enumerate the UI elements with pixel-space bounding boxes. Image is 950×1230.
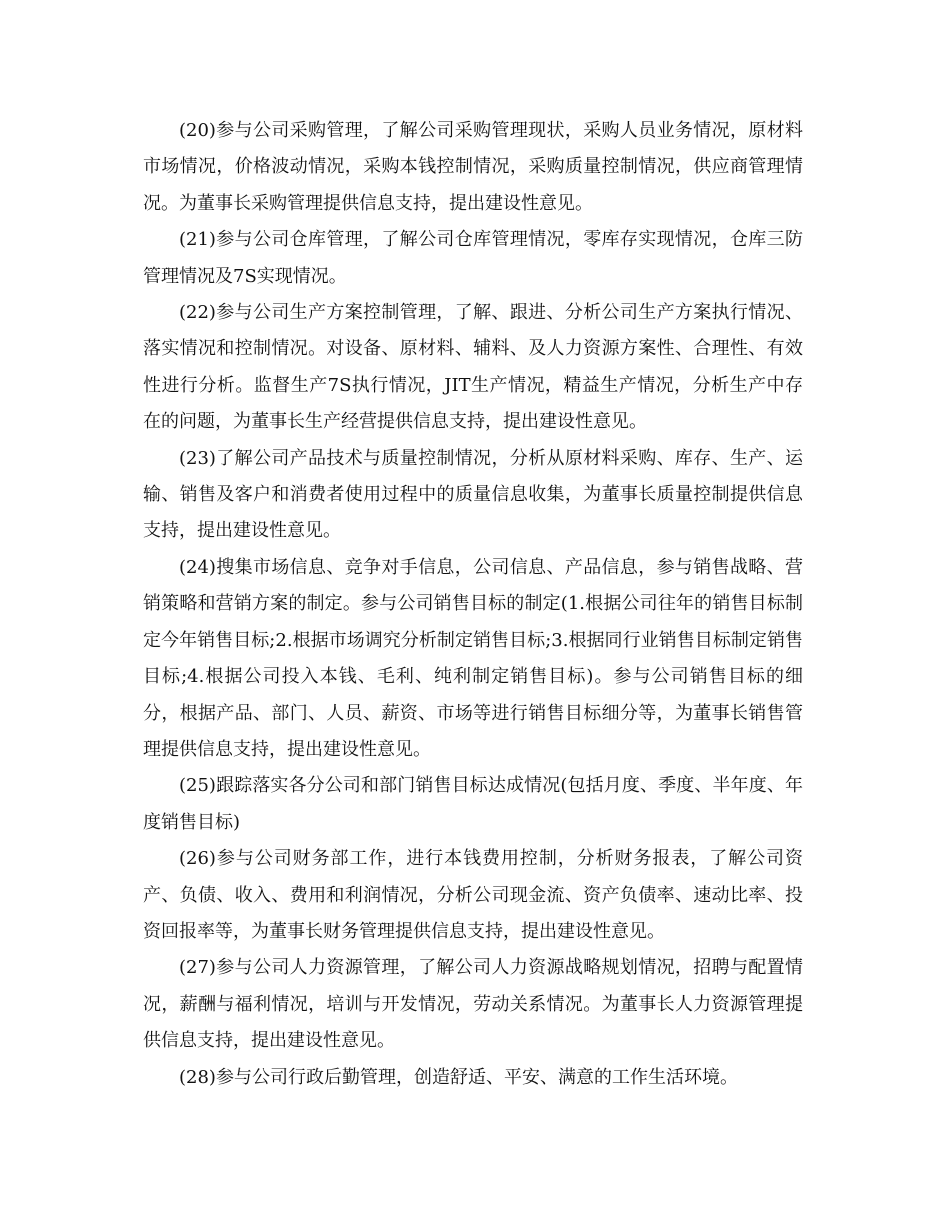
paragraph-20: (20)参与公司采购管理，了解公司采购管理现状，采购人员业务情况，原材料市场情况，价格波动情况，采购本钱控制情况，采购质量控制情况，供应商管理情况。为董事长采购管理提供信息支持，提出建设性意见。 <box>143 120 803 214</box>
paragraph-23: (23)了解公司产品技术与质量控制情况，分析从原材料采购、库存、生产、运输、销售及客户和消费者使用过程中的质量信息收集，为董事长质量控制提供信息支持，提出建设性意见。 <box>143 447 803 542</box>
paragraph-28: (28)参与公司行政后勤管理，创造舒适、平安、满意的工作生活环境。 <box>179 1066 738 1088</box>
paragraph-27: (27)参与公司人力资源管理，了解公司人力资源战略规划情况，招聘与配置情况，薪酬与福利情况，培训与开发情况，劳动关系情况。为董事长人力资源管理提供信息支持，提出建设性意见。 <box>143 957 803 1052</box>
paragraph-25: (25)跟踪落实各分公司和部门销售目标达成情况(包括月度、季度、半年度、年度销售目标) <box>143 775 803 833</box>
paragraph-22: (22)参与公司生产方案控制管理，了解、跟进、分析公司生产方案执行情况、落实情况和控制情况。对设备、原材料、辅料、及人力资源方案性、合理性、有效性进行分析。监督生产7S执行情况，JIT生产情况，精益生产情况，分析生产中存在的问题，为董事长生产经营提供信息支持，提出建设性意见。 <box>143 302 803 433</box>
paragraph-26: (26)参与公司财务部工作，进行本钱费用控制，分析财务报表，了解公司资产、负债、收入、费用和利润情况，分析公司现金流、资产负债率、速动比率、投资回报率等，为董事长财务管理提供信息支持，提出建设性意见。 <box>143 848 803 942</box>
document-body <box>143 113 803 1096</box>
paragraph-24: (24)搜集市场信息、竞争对手信息，公司信息、产品信息，参与销售战略、营销策略和营销方案的制定。参与公司销售目标的制定(1.根据公司往年的销售目标制定今年销售目标;2.根据市场调究分析制定销售目标;3.根据同行业销售目标制定销售目标;4.根据公司投入本钱、毛利、纯利制定销售目标)。参与公司销售目标的细分，根据产品、部门、人员、薪资、市场等进行销售目标细分等，为董事长销售管理提供信息支持，提出建设性意见。 <box>143 556 803 760</box>
paragraph-21: (21)参与公司仓库管理，了解公司仓库管理情况，零库存实现情况，仓库三防管理情况及7S实现情况。 <box>143 229 803 287</box>
